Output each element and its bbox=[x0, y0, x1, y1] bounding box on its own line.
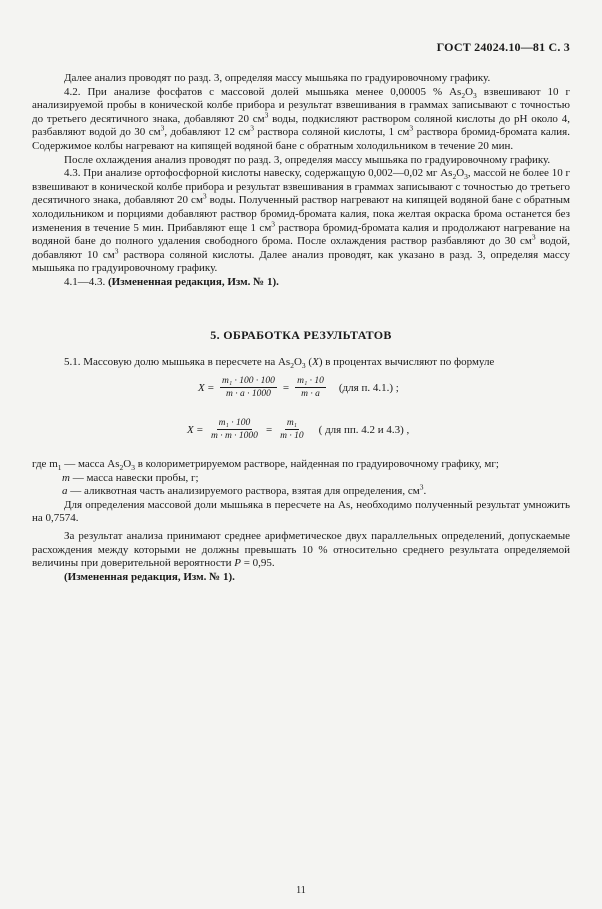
section-title: 5. ОБРАБОТКА РЕЗУЛЬТАТОВ bbox=[210, 328, 392, 342]
paragraph-5-1: 5.1. Массовую долю мышьяка в пересчете на $As_2O_3$ (X) в процентах вычисляют по формуле bbox=[64, 356, 495, 371]
paragraph-after-cooling: После охлаждения анализ проводят по разд. 3, определяя массу мышьяка по градуировочному графику. bbox=[64, 153, 551, 166]
formula-4-1: X = $\frac{\text{m₁ · 100 · 100}}{m \cdot a \cdot 1000}$ = $\frac{\text{m₁ · 10}}{m \cdot a}$ (для п. 4.1.) ; bbox=[198, 376, 399, 399]
formula-legend-and-notes bbox=[32, 458, 570, 584]
legend-a: a — аликвотная часть анализируемого раствора, взятая для определения, $см^3$. bbox=[62, 482, 427, 498]
paragraph-result: За результат анализа принимают среднее арифметическое двух параллельных определений, допускаемые расхождения между которыми не должны превышать 10 % относительно среднего результата определяемой величины при доверительной вероятности P = 0,95. bbox=[32, 529, 570, 570]
amendment-note-5: (Измененная редакция, Изм. № 1). bbox=[64, 570, 235, 583]
paragraph-analysis-continue: Далее анализ проводят по разд. 3, определяя массу мышьяка по градуировочному графику. bbox=[64, 72, 491, 84]
section-4-body bbox=[32, 72, 570, 290]
page-number: 11 bbox=[296, 885, 306, 896]
paragraph-4-3: 4.3. При анализе ортофосфорной кислоты навеску, содержащую 0,002—0,02 мг $As_2O_3$, массой не более 10 г взвешивают в конической колбе прибора и результат взвешивания в граммах записывают с точностью до третьего десятичного знака, добавляют 20 $см^3$ воды. Полученный раствор нагревают на кипящей водяной бане с обратным холодильником и порциями добавляют раствор бромид-бромата калия, пока желтая окраска брома останется без изменения в течение 5 мин. Прибавляют еще 1 $см^3$ раствора бромид-бромата калия и продолжают нагревание на водяной бане до полного удаления свободного брома. После охлаждения раствор разбавляют до 30 $см^3$ водой, добавляют 10 $см^3$ раствора соляной кислоты. Далее анализ проводят, как указано в разд. 3, определяя массу мышьяка по градуировочному графику. bbox=[32, 167, 570, 275]
legend-m: m — масса навески пробы, г; bbox=[62, 471, 199, 484]
formula-4-2-4-3: X = $\frac{\text{m₁ · 100}}{m \cdot m \cdot 1000}$ = $\frac{\text{m₁}}{m \cdot 10}$ ( для пп. 4.2 и 4.3) , bbox=[187, 418, 410, 441]
legend-m1: где $m_1$ — масса $As_2O_3$ в колориметрируемом растворе, найденная по градуировочному графику, мг; bbox=[32, 458, 499, 473]
document-header: ГОСТ 24024.10—81 С. 3 bbox=[436, 40, 570, 54]
paragraph-4-2: 4.2. При анализе фосфатов с массовой долей мышьяка менее 0,00005 % $As_2O_3$ взвешивают 10 г анализируемой пробы в конической колбе прибора и результат взвешивания в граммах записывают с точностью до третьего десятичного знака, добавляют 20 $см^3$ воды, подкисляют раствором соляной кислоты до pH около 4, разбавляют водой до 30 $см^3$, добавляют 12 $см^3$ раствора соляной кислоты, 1 $см^3$ раствора бромид-бромата калия. Содержимое колбы нагревают на кипящей водяной бане с обратным холодильником в течение 20 мин. bbox=[32, 85, 571, 152]
amendment-note-4: 4.1—4.3. (Измененная редакция, Изм. № 1). bbox=[64, 275, 279, 288]
paragraph-as-conversion: Для определения массовой доли мышьяка в пересчете на As, необходимо полученный результат умножить на 0,7574. bbox=[32, 498, 570, 525]
